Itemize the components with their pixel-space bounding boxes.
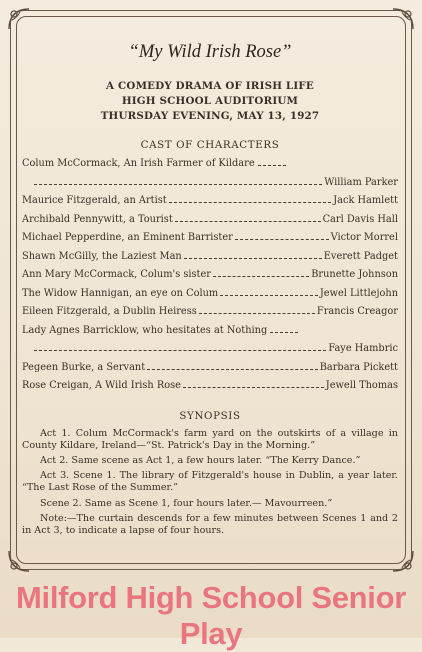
character-role: Colum McCormack, An Irish Farmer of Kildare xyxy=(22,158,255,169)
leader-dashes xyxy=(199,313,315,314)
cast-row xyxy=(22,266,398,285)
leader-dashes xyxy=(34,184,322,185)
character-role: Maurice Fitzgerald, an Artist xyxy=(22,195,167,206)
leader-dashes xyxy=(213,276,309,277)
leader-dashes xyxy=(220,295,318,296)
actor-name: Victor Morrel xyxy=(330,232,398,243)
cast-row xyxy=(22,285,398,304)
corner-ornament-icon xyxy=(6,6,32,32)
play-title: “My Wild Irish Rose” xyxy=(128,42,292,62)
cast-row xyxy=(22,229,398,248)
subtitle-line: THURSDAY EVENING, MAY 13, 1927 xyxy=(100,110,320,122)
leader-dashes xyxy=(235,239,329,240)
character-role: Eileen Fitzgerald, a Dublin Heiress xyxy=(22,306,197,317)
actor-name: Faye Hambric xyxy=(328,343,398,354)
actor-name: Carl Davis Hall xyxy=(322,213,398,225)
synopsis-paragraph: Act 1. Colum McCormack's farm yard on the outskirts of a village in County Kildare, Ireland—“St. Patrick's Day in the Morning.” xyxy=(22,427,398,451)
leader-dashes xyxy=(34,350,326,351)
actor-name: William Parker xyxy=(324,176,398,188)
corner-ornament-icon xyxy=(390,548,416,574)
synopsis-heading: SYNOPSIS xyxy=(179,409,241,422)
cast-row xyxy=(22,359,398,378)
character-role: Shawn McGilly, the Laziest Man xyxy=(22,250,182,262)
leader-dashes xyxy=(258,165,286,166)
actor-name: Jewell Thomas xyxy=(325,380,398,391)
leader-dashes xyxy=(175,221,321,222)
cast-row xyxy=(22,377,398,396)
corner-ornament-icon xyxy=(6,548,32,574)
actor-name: Francis Creagor xyxy=(316,306,398,317)
cast-row xyxy=(22,303,398,322)
actor-name: Everett Padget xyxy=(323,250,398,262)
synopsis-paragraph: Act 2. Same scene as Act 1, a few hours later. “The Kerry Dance.” xyxy=(40,454,361,466)
cast-row-continuation xyxy=(22,174,398,193)
character-role: Pegeen Burke, a Servant xyxy=(22,361,146,373)
actor-name: Brunette Johnson xyxy=(311,269,398,280)
caption: Milford High School Senior Play xyxy=(15,580,407,651)
program-content xyxy=(22,42,398,540)
cast-heading: CAST OF CHARACTERS xyxy=(140,139,280,151)
cast-row xyxy=(22,192,398,211)
character-role: Rose Creigan, A Wild Irish Rose xyxy=(22,380,181,391)
character-role: Lady Agnes Barricklow, who hesitates at Nothing xyxy=(22,324,268,336)
cast-row xyxy=(22,211,398,230)
synopsis-paragraph: Scene 2. Same as Scene 1, four hours later.— Mavourreen.” xyxy=(40,497,333,509)
actor-name: Jack Hamlett xyxy=(333,195,398,206)
leader-dashes xyxy=(169,202,331,203)
actor-name: Jewel Littlejohn xyxy=(319,287,398,299)
leader-dashes xyxy=(147,369,318,370)
subtitle-line: HIGH SCHOOL AUDITORIUM xyxy=(121,95,299,107)
character-role: The Widow Hannigan, an eye on Colum xyxy=(22,287,219,299)
cast-row xyxy=(22,322,398,341)
leader-dashes xyxy=(183,387,324,388)
leader-dashes xyxy=(270,332,298,333)
subtitle-line: A COMEDY DRAMA OF IRISH LIFE xyxy=(106,80,314,92)
character-role: Archibald Pennywitt, a Tourist xyxy=(22,213,173,225)
cast-row xyxy=(22,248,398,267)
synopsis xyxy=(22,428,398,538)
cast-row-continuation xyxy=(22,340,398,359)
character-role: Michael Pepperdine, an Eminent Barrister xyxy=(22,232,233,243)
leader-dashes xyxy=(184,258,322,259)
character-role: Ann Mary McCormack, Colum's sister xyxy=(22,269,211,280)
corner-ornament-icon xyxy=(390,6,416,32)
synopsis-paragraph: Note:—The curtain descends for a few minutes between Scenes 1 and 2 in Act 3, to indicate a lapse of four hours. xyxy=(22,512,398,536)
cast-list xyxy=(22,155,398,396)
cast-row xyxy=(22,155,398,174)
synopsis-paragraph: Act 3. Scene 1. The library of Fitzgerald's house in Dublin, a year later. “The Last Rose of the Summer.” xyxy=(22,470,398,494)
actor-name: Barbara Pickett xyxy=(319,361,398,373)
